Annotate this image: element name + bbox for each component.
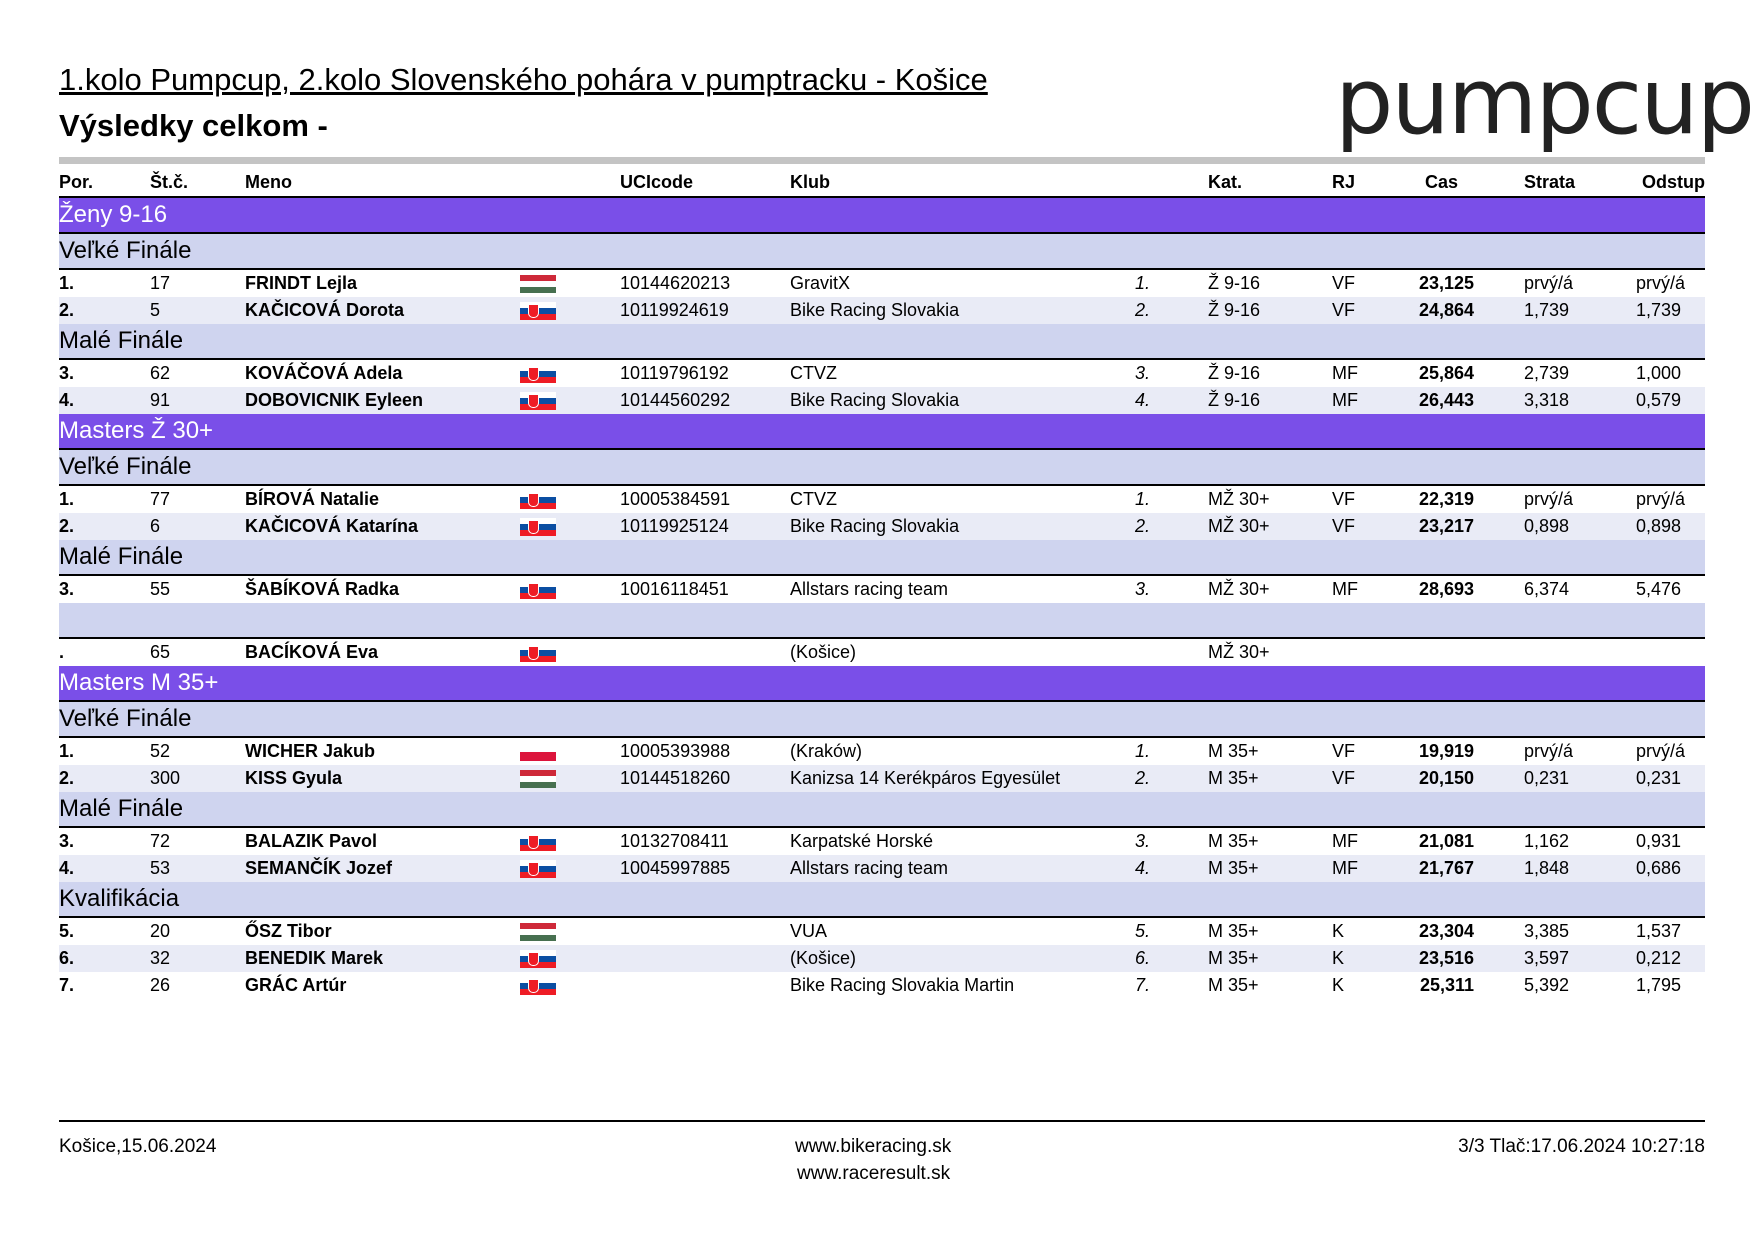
cell-por: 2. — [59, 768, 75, 788]
cell-cas: 21,767 — [1418, 858, 1474, 878]
cell-rank: 3. — [1134, 831, 1150, 851]
cell-klub: (Kraków) — [790, 741, 863, 761]
cell-stc: 77 — [150, 489, 171, 509]
cell-por: 6. — [59, 948, 75, 968]
cell-meno: BALAZIK Pavol — [245, 831, 378, 851]
cell-strata: prvý/á — [1524, 741, 1574, 761]
cell-stc: 52 — [150, 741, 171, 761]
category-label: Masters Ž 30+ — [59, 417, 214, 444]
cell-strata: 3,318 — [1524, 390, 1570, 410]
table-row — [59, 945, 1705, 972]
cell-uci: 10144560292 — [620, 390, 731, 410]
page-subtitle: Výsledky celkom - — [59, 108, 328, 143]
cell-odstup: 1,537 — [1636, 921, 1682, 941]
cell-rj: VF — [1332, 273, 1356, 293]
svk-flag-icon — [520, 977, 556, 995]
cell-cas: 21,081 — [1418, 831, 1474, 851]
cell-meno: BÍROVÁ Natalie — [245, 489, 380, 509]
cell-uci: 10119925124 — [620, 516, 729, 536]
cell-klub: VUA — [790, 921, 828, 941]
cell-rank: 2. — [1134, 300, 1150, 320]
table-header — [59, 168, 1705, 198]
cell-klub: CTVZ — [790, 363, 837, 383]
cell-strata: prvý/á — [1524, 489, 1574, 509]
cell-cas: 23,217 — [1418, 516, 1474, 536]
cell-strata: 3,385 — [1524, 921, 1570, 941]
pumpcup-logo — [1335, 48, 1754, 155]
cell-por: 2. — [59, 300, 75, 320]
cell-strata: 2,739 — [1524, 363, 1570, 383]
svk-flag-icon — [520, 860, 556, 878]
cell-kat: MŽ 30+ — [1208, 579, 1270, 599]
page-title: 1.kolo Pumpcup, 2.kolo Slovenského pohára v pumptracku - Košice — [59, 62, 988, 97]
cell-rank: 1. — [1134, 489, 1150, 509]
cell-stc: 55 — [150, 579, 171, 599]
cell-rank: 7. — [1134, 975, 1150, 995]
blank-separator — [59, 603, 1705, 639]
footer-url-raceresult[interactable]: www.raceresult.sk — [797, 1163, 951, 1184]
cell-kat: M 35+ — [1208, 741, 1259, 761]
cell-kat: Ž 9-16 — [1208, 390, 1261, 410]
col-rj: RJ — [1332, 172, 1356, 192]
cell-kat: MŽ 30+ — [1208, 642, 1270, 662]
cell-odstup: 0,931 — [1636, 831, 1682, 851]
svk-flag-icon — [520, 392, 556, 410]
cell-meno: ŠABÍKOVÁ Radka — [245, 579, 400, 599]
category-header — [59, 414, 1705, 450]
svk-flag-icon — [520, 365, 556, 383]
cell-por: 3. — [59, 579, 75, 599]
subcategory-header — [59, 540, 1705, 576]
cell-meno: KOVÁČOVÁ Adela — [245, 363, 403, 383]
cell-stc: 91 — [150, 390, 171, 410]
cell-stc: 72 — [150, 831, 171, 851]
cell-rank: 3. — [1134, 363, 1150, 383]
col-strata: Strata — [1524, 172, 1576, 192]
cell-kat: M 35+ — [1208, 921, 1259, 941]
cell-cas: 26,443 — [1418, 390, 1474, 410]
cell-odstup: 1,739 — [1636, 300, 1682, 320]
cell-klub: Kanizsa 14 Kerékpáros Egyesület — [790, 768, 1061, 788]
cell-odstup: 0,898 — [1636, 516, 1682, 536]
table-row — [59, 486, 1705, 513]
cell-meno: WICHER Jakub — [245, 741, 376, 761]
cell-meno: SEMANČÍK Jozef — [245, 858, 393, 878]
cell-meno: ŐSZ Tibor — [245, 921, 332, 941]
logo-text: pumpcup — [1335, 48, 1754, 155]
table-body — [59, 198, 1705, 999]
svk-flag-icon — [520, 491, 556, 509]
cell-klub: Bike Racing Slovakia — [790, 390, 960, 410]
category-header — [59, 198, 1705, 234]
header-divider — [59, 157, 1705, 164]
cell-kat: M 35+ — [1208, 858, 1259, 878]
cell-uci: 10119796192 — [620, 363, 729, 383]
col-klub: Klub — [790, 172, 830, 192]
subcategory-label: Kvalifikácia — [59, 885, 180, 912]
cell-rj: VF — [1332, 516, 1356, 536]
cell-klub: Allstars racing team — [790, 858, 949, 878]
cell-por: 1. — [59, 273, 75, 293]
table-row — [59, 297, 1705, 324]
table-row — [59, 387, 1705, 414]
cell-meno: KISS Gyula — [245, 768, 343, 788]
cell-por: 5. — [59, 921, 75, 941]
cell-por: 3. — [59, 363, 75, 383]
cell-por: 1. — [59, 489, 75, 509]
cell-stc: 32 — [150, 948, 171, 968]
pol-flag-icon — [520, 743, 556, 761]
cell-meno: FRINDT Lejla — [245, 273, 358, 293]
cell-stc: 53 — [150, 858, 171, 878]
cell-kat: M 35+ — [1208, 831, 1259, 851]
cell-rank: 6. — [1134, 948, 1150, 968]
cell-klub: (Košice) — [790, 948, 857, 968]
cell-odstup: 0,686 — [1636, 858, 1682, 878]
cell-por: 4. — [59, 858, 75, 878]
col-uci: UCIcode — [620, 172, 694, 192]
cell-strata: 0,231 — [1524, 768, 1570, 788]
cell-strata: 0,898 — [1524, 516, 1570, 536]
table-row — [59, 513, 1705, 540]
cell-klub: Karpatské Horské — [790, 831, 934, 851]
cell-cas: 23,304 — [1418, 921, 1474, 941]
subcategory-label: Veľké Finále — [59, 237, 192, 264]
col-meno: Meno — [245, 172, 292, 192]
col-odstup: Odstup — [1642, 172, 1705, 192]
cell-klub: Bike Racing Slovakia — [790, 516, 960, 536]
cell-por: 1. — [59, 741, 75, 761]
cell-rank: 2. — [1134, 516, 1150, 536]
cell-kat: Ž 9-16 — [1208, 273, 1261, 293]
col-stc: Št.č. — [150, 172, 189, 192]
table-row — [59, 639, 1705, 666]
subcategory-label: Malé Finále — [59, 543, 184, 570]
cell-cas: 23,516 — [1418, 948, 1474, 968]
table-row — [59, 738, 1705, 765]
cell-rj: MF — [1332, 363, 1358, 383]
subcategory-label: Veľké Finále — [59, 453, 192, 480]
cell-klub: (Košice) — [790, 642, 857, 662]
cell-rank: 4. — [1134, 858, 1150, 878]
table-row — [59, 360, 1705, 387]
cell-uci: 10005393988 — [620, 741, 731, 761]
hun-flag-icon — [520, 923, 556, 941]
subcategory-label: Malé Finále — [59, 327, 184, 354]
cell-uci: 10132708411 — [620, 831, 729, 851]
cell-odstup: 0,231 — [1636, 768, 1682, 788]
cell-rj: MF — [1332, 579, 1358, 599]
cell-por: 4. — [59, 390, 75, 410]
subcategory-header — [59, 450, 1705, 486]
cell-kat: Ž 9-16 — [1208, 300, 1261, 320]
cell-rank: 1. — [1134, 741, 1150, 761]
footer-divider — [59, 1120, 1705, 1122]
cell-meno: GRÁC Artúr — [245, 975, 347, 995]
cell-uci: 10119924619 — [620, 300, 729, 320]
subcategory-header — [59, 702, 1705, 738]
footer-print-info: 3/3 Tlač:17.06.2024 10:27:18 — [1458, 1136, 1705, 1157]
cell-cas: 20,150 — [1418, 768, 1474, 788]
cell-rank: 4. — [1134, 390, 1150, 410]
cell-rank: 2. — [1134, 768, 1150, 788]
cell-cas: 25,311 — [1419, 975, 1474, 995]
cell-odstup: 0,212 — [1636, 948, 1682, 968]
svk-flag-icon — [520, 581, 556, 599]
cell-stc: 65 — [150, 642, 171, 662]
cell-cas: 22,319 — [1418, 489, 1474, 509]
cell-stc: 17 — [150, 273, 171, 293]
cell-odstup: prvý/á — [1636, 273, 1686, 293]
cell-odstup: 1,000 — [1636, 363, 1682, 383]
cell-por: 7. — [59, 975, 75, 995]
cell-strata: 6,374 — [1524, 579, 1570, 599]
cell-klub: GravitX — [790, 273, 851, 293]
cell-odstup: 1,795 — [1636, 975, 1682, 995]
cell-strata: 5,392 — [1524, 975, 1570, 995]
cell-rj: K — [1332, 975, 1345, 995]
cell-meno: BENEDIK Marek — [245, 948, 384, 968]
table-row — [59, 855, 1705, 882]
cell-kat: M 35+ — [1208, 768, 1259, 788]
cell-odstup: prvý/á — [1636, 741, 1686, 761]
cell-odstup: prvý/á — [1636, 489, 1686, 509]
cell-strata: prvý/á — [1524, 273, 1574, 293]
cell-stc: 300 — [150, 768, 181, 788]
cell-kat: M 35+ — [1208, 948, 1259, 968]
cell-stc: 5 — [150, 300, 161, 320]
svk-flag-icon — [520, 518, 556, 536]
cell-cas: 24,864 — [1418, 300, 1474, 320]
cell-kat: Ž 9-16 — [1208, 363, 1261, 383]
cell-klub: Allstars racing team — [790, 579, 949, 599]
svk-flag-icon — [520, 644, 556, 662]
footer-url-bikeracing[interactable]: www.bikeracing.sk — [795, 1136, 952, 1157]
table-row — [59, 270, 1705, 297]
cell-cas: 23,125 — [1418, 273, 1474, 293]
cell-stc: 26 — [150, 975, 171, 995]
table-row — [59, 576, 1705, 603]
cell-stc: 20 — [150, 921, 171, 941]
cell-uci: 10144518260 — [620, 768, 731, 788]
cell-meno: DOBOVICNIK Eyleen — [245, 390, 424, 410]
category-header — [59, 666, 1705, 702]
cell-klub: Bike Racing Slovakia Martin — [790, 975, 1015, 995]
hun-flag-icon — [520, 770, 556, 788]
results-table — [59, 168, 1705, 999]
svk-flag-icon — [520, 950, 556, 968]
cell-rj: MF — [1332, 831, 1358, 851]
cell-rank: 3. — [1134, 579, 1150, 599]
cell-uci: 10016118451 — [620, 579, 729, 599]
subcategory-label: Veľké Finále — [59, 705, 192, 732]
category-label: Ženy 9-16 — [59, 201, 168, 228]
subcategory-header — [59, 792, 1705, 828]
category-label: Masters M 35+ — [59, 669, 219, 696]
cell-rank: 1. — [1134, 273, 1150, 293]
cell-rj: VF — [1332, 768, 1356, 788]
cell-strata: 1,162 — [1524, 831, 1570, 851]
cell-por: . — [59, 642, 65, 662]
table-row — [59, 765, 1705, 792]
cell-kat: M 35+ — [1208, 975, 1259, 995]
cell-strata: 1,848 — [1524, 858, 1570, 878]
cell-rj: MF — [1332, 858, 1358, 878]
subcategory-header — [59, 324, 1705, 360]
cell-rj: VF — [1332, 741, 1356, 761]
cell-kat: MŽ 30+ — [1208, 489, 1270, 509]
table-row — [59, 972, 1705, 999]
subcategory-header — [59, 234, 1705, 270]
col-cas: Cas — [1425, 172, 1459, 192]
cell-uci: 10144620213 — [620, 273, 731, 293]
cell-cas: 25,864 — [1418, 363, 1474, 383]
cell-klub: Bike Racing Slovakia — [790, 300, 960, 320]
cell-cas: 28,693 — [1418, 579, 1474, 599]
cell-klub: CTVZ — [790, 489, 837, 509]
table-row — [59, 828, 1705, 855]
cell-odstup: 5,476 — [1636, 579, 1682, 599]
col-kat: Kat. — [1208, 172, 1243, 192]
col-por: Por. — [59, 172, 94, 192]
hun-flag-icon — [520, 275, 556, 293]
cell-rj: K — [1332, 948, 1345, 968]
subcategory-label: Malé Finále — [59, 795, 184, 822]
cell-meno: KAČICOVÁ Katarína — [245, 516, 419, 536]
cell-rj: MF — [1332, 390, 1358, 410]
cell-strata: 3,597 — [1524, 948, 1570, 968]
cell-por: 3. — [59, 831, 75, 851]
svk-flag-icon — [520, 833, 556, 851]
cell-por: 2. — [59, 516, 75, 536]
cell-strata: 1,739 — [1524, 300, 1570, 320]
cell-rj: VF — [1332, 489, 1356, 509]
cell-stc: 6 — [150, 516, 161, 536]
subcategory-header — [59, 882, 1705, 918]
cell-rj: K — [1332, 921, 1345, 941]
table-row — [59, 918, 1705, 945]
cell-uci: 10005384591 — [620, 489, 731, 509]
cell-kat: MŽ 30+ — [1208, 516, 1270, 536]
cell-meno: BACÍKOVÁ Eva — [245, 642, 379, 662]
cell-cas: 19,919 — [1418, 741, 1474, 761]
cell-meno: KAČICOVÁ Dorota — [245, 300, 405, 320]
svk-flag-icon — [520, 302, 556, 320]
cell-uci: 10045997885 — [620, 858, 731, 878]
cell-odstup: 0,579 — [1636, 390, 1682, 410]
cell-rj: VF — [1332, 300, 1356, 320]
footer-place-date: Košice,15.06.2024 — [59, 1136, 217, 1157]
cell-rank: 5. — [1134, 921, 1150, 941]
cell-stc: 62 — [150, 363, 171, 383]
